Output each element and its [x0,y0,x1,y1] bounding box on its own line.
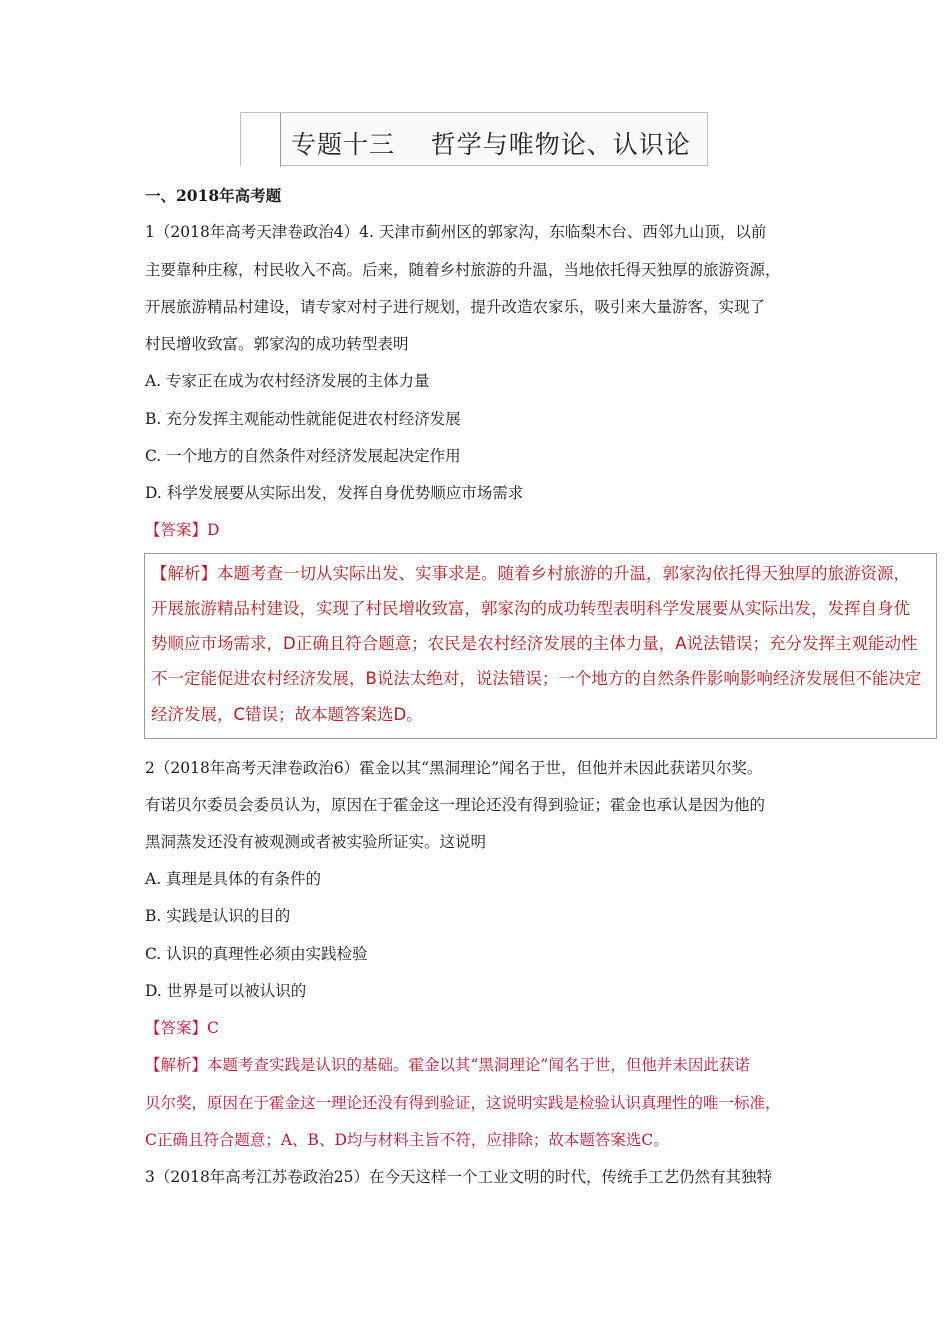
q2-answer-label: 【答案】 [145,1019,208,1037]
q1-answer-label: 【答案】 [145,521,208,539]
q1-analysis-line-1: 【解析】本题考查一切从实际出发、实事求是。随着乡村旅游的升温，郭家沟依托得天独厚的旅游资源， [151,564,910,583]
q1-line-4: 村民增收致富。郭家沟的成功转型表明 [145,335,409,353]
q1-option-b: B. 充分发挥主观能动性就能促进农村经济发展 [145,410,461,428]
q1-analysis-line-5: 经济发展，C错误；故本题答案选D。 [151,705,423,724]
q1-analysis-box [144,553,937,739]
q2-analysis-line-2: 贝尔奖，原因在于霍金这一理论还没有得到验证，这说明实践是检验认识真理性的唯一标准， [145,1094,781,1112]
q1-option-d: D. 科学发展要从实际出发，发挥自身优势顺应市场需求 [145,484,524,502]
q2-line-1: 2（2018年高考天津卷政治6）霍金以其“黑洞理论”闻名于世，但他并未因此获诺贝尔奖。 [145,759,763,777]
q1-option-c: C. 一个地方的自然条件对经济发展起决定作用 [145,447,461,465]
q1-answer [145,520,219,540]
q1-line-1: 1（2018年高考天津卷政治4）4. 天津市蓟州区的郭家沟，东临梨木台、西邻九山顶，以前 [145,223,767,241]
q3-line-1: 3（2018年高考江苏卷政治25）在今天这样一个工业文明的时代，传统手工艺仍然有其独特 [145,1168,773,1186]
q2-answer-value: C [207,1019,219,1037]
q1-answer-value: D [207,521,220,539]
page-title: 专题十三 哲学与唯物论、认识论 [291,130,691,159]
q1-line-2: 主要靠种庄稼，村民收入不高。后来，随着乡村旅游的升温，当地依托得天独厚的旅游资源， [145,261,781,279]
q2-line-3: 黑洞蒸发还没有被观测或者被实验所证实。这说明 [145,833,487,851]
q1-line-3: 开展旅游精品村建设，请专家对村子进行规划，提升改造农家乐，吸引来大量游客，实现了 [145,298,766,316]
q2-option-d: D. 世界是可以被认识的 [145,982,307,1000]
q2-analysis-line-1: 【解析】本题考查实践是认识的基础。霍金以其“黑洞理论”闻名于世，但他并未因此获诺 [145,1056,750,1074]
title-decoration [241,113,281,167]
q2-answer [145,1018,219,1038]
q2-option-c: C. 认识的真理性必须由实践检验 [145,945,368,963]
q2-option-b: B. 实践是认识的目的 [145,907,291,925]
q2-analysis-line-3: C正确且符合题意；A、B、D均与材料主旨不符，应排除；故本题答案选C。 [145,1131,669,1149]
q1-analysis-line-3: 势顺应市场需求，D正确且符合题意；农民是农村经济发展的主体力量，A说法错误；充分发挥主观能动性 [151,634,918,653]
section-heading: 一、2018年高考题 [145,186,282,205]
q1-option-a: A. 专家正在成为农村经济发展的主体力量 [145,372,430,390]
q1-analysis-line-2: 开展旅游精品村建设，实现了村民增收致富，郭家沟的成功转型表明科学发展要从实际出发，发挥自身优 [151,599,910,618]
q2-option-a: A. 真理是具体的有条件的 [145,870,322,888]
q1-analysis-line-4: 不一定能促进农村经济发展，B说法太绝对，说法错误；一个地方的自然条件影响影响经济发展但不能决定 [151,669,922,688]
topic-title-box [240,112,708,166]
q2-line-2: 有诺贝尔委员会委员认为，原因在于霍金这一理论还没有得到验证；霍金也承认是因为他的 [145,796,766,814]
